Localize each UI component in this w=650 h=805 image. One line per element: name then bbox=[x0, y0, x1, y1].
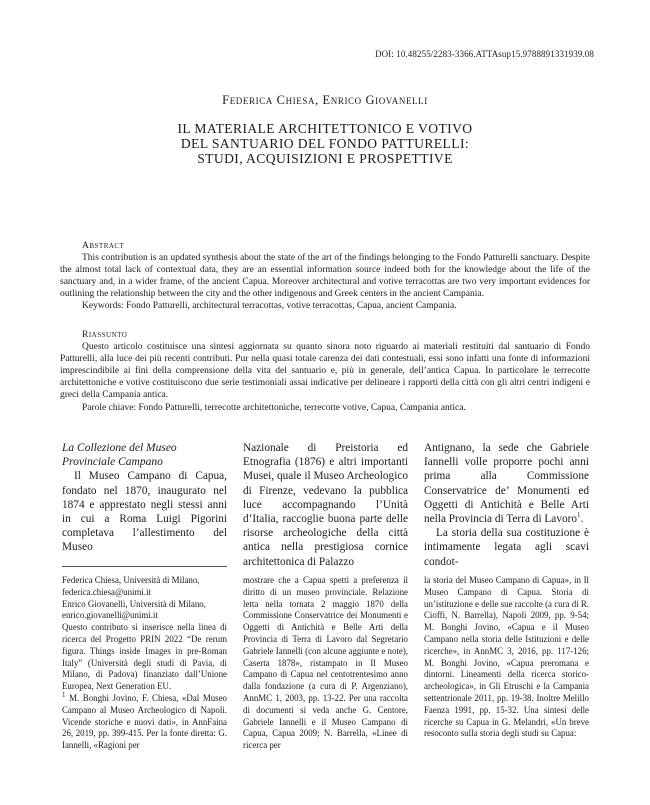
footnote-text: M. Bonghi Jovino, F. Chiesa, «Dal Museo Campano al Museo Archeologico di Napoli. Vicende storiche e nuovi dati», in AnnFaina 26, 2019, pp. 399-415. Per la fonte diretta: G. Iannelli, «Ragioni per bbox=[62, 692, 227, 751]
affiliation-email: federica.chiesa@unimi.it bbox=[62, 586, 151, 597]
footnote-divider bbox=[62, 566, 227, 567]
body-paragraph-text: Antignano, la sede che Gabriele Iannelli volle proporre pochi anni prima alla Commissione Conservatrice de’ Monumenti ed Oggetti di Antichità e Belle Arti nella Provincia di Terra di Lavoro bbox=[424, 442, 589, 526]
section-title: La Collezione del Museo Provinciale Campano bbox=[62, 442, 177, 469]
footnote-text: mostrare che a Capua spetti a preferenza il diritto di un museo provinciale. Relazione letta nella tornata 2 maggio 1870 della Commissione Conservatrice dei Monumenti e Oggetti di Antichità e Belle Arti della Provincia di Terra di Lavoro dal Segretario Gabriele Iannelli (con alcune aggiunte e note), Caserta 1878», ristampato in Il Museo Campano di Capua nel centotrentesimo anno dalla fondazione (a cura di P. Argenziano), AnnMC 1, 2003, pp. 13-22. Per una raccolta di documenti si veda anche G. Centore, Gabriele Iannelli e il Museo Campano di Capua, Capua 2009; N. Barrella, «Linee di ricerca per bbox=[243, 575, 408, 751]
title-line: IL MATERIALE ARCHITETTONICO E VOTIVO bbox=[177, 121, 473, 136]
footnotes-column-3 bbox=[424, 575, 589, 740]
funding-note: Questo contributo si inserisce nella linea di ricerca del Progetto PRIN 2022 “De rerum figura. Things inside Images in pre-Roman Italy” (Università degli studi di Pavia, di Milano, di Padova) finanziato dall’Unione Europea, Next Generation EU. bbox=[62, 622, 227, 692]
body-column-2 bbox=[243, 441, 408, 569]
affiliation-line: Enrico Giovanelli, Università di Milano, bbox=[62, 598, 206, 609]
footnotes-column-2 bbox=[243, 575, 408, 752]
body-column-3 bbox=[424, 441, 589, 569]
doi: DOI: 10.48255/2283-3366.ATTAsup15.9788891331939.08 bbox=[374, 49, 594, 59]
riassunto-heading: Riassunto bbox=[82, 330, 128, 340]
authors: Federica Chiesa, Enrico Giovanelli bbox=[222, 93, 428, 107]
footnotes-column-1 bbox=[62, 575, 227, 752]
footnote-1 bbox=[62, 693, 227, 752]
title-line: STUDI, ACQUISIZIONI E PROSPETTIVE bbox=[197, 151, 453, 167]
title-line: DEL SANTUARIO DEL FONDO PATTURELLI: bbox=[180, 136, 470, 152]
abstract-block bbox=[60, 240, 590, 313]
footnote-text: la storia del Museo Campano di Capua», in Il Museo Campano di Capua. Storia di un’istituzione e delle sue raccolte (a cura di R. Cioffi, N. Barrella), Napoli 2009, pp. 9-54; M. Bonghi Jovino, «Capua e il Museo Campano nella storia delle Istituzioni e delle ricerche», in AnnMC 3, 2016, pp. 117-126; M. Bonghi Jovino, «Capua preromana e dintorni. Lineamenti della ricerca storico-archeologica», in Gli Etruschi e la Campania settentrionale 2011, pp. 19-38. Inoltre Melillo Faenza 1991, pp. 15-32. Una sintesi delle ricerche su Capua in G. Melandri, «Un breve resoconto sulla storia degli studi su Capua: bbox=[424, 575, 589, 739]
riassunto-block bbox=[60, 329, 590, 414]
riassunto-text: Questo articolo costituisce una sintesi aggiornata su quanto sinora noto riguardo ai materiali restituiti dal santuario di Fondo Patturelli, alla luce dei più recenti contributi. Pur nella quasi totale carenza dei dati contestuali, essi sono infatti una fonte di informazioni imprescindibile ai fini della comprensione della vita del santuario e, più in generale, dell’antica Capua. In particolare le terrecotte architettoniche e votive costituiscono due serie testimoniali assai indicative per delineare i rapporti della città con gli altri centri indigeni e greci della Campania antica. bbox=[60, 342, 590, 401]
abstract-keywords: Keywords: Fondo Patturelli, architectural terracottas, votive terracottas, Capua, ancient Campania. bbox=[82, 301, 457, 312]
abstract-text: This contribution is an updated synthesis about the state of the art of the findings belonging to the Fondo Patturelli sanctuary. Despite the almost total lack of contextual data, they are an essential information source indeed both for the knowledge about the life of the sanctuary and, in a wider frame, of the ancient Capua. Moreover architectural and votive terracottas are two very important evidences for outlining the relationship between the city and the other indigenous and Greek centers in the ancient Campania. bbox=[60, 253, 590, 300]
body-paragraph: La storia della sua costituzione è intimamente legata agli scavi condot- bbox=[424, 527, 589, 568]
article-title bbox=[60, 121, 590, 167]
footnote-ref: 1 bbox=[577, 511, 581, 520]
affiliation-email: enrico.giovanelli@unimi.it bbox=[62, 610, 158, 621]
footnote-number: 1 bbox=[62, 691, 66, 699]
body-column-1 bbox=[62, 441, 227, 555]
body-paragraph: Antignano, la sede che Gabriele Iannelli volle proporre pochi anni prima alla Commissione Conservatrice de’ Monumenti ed Oggetti di Antichità e Belle Arti nella Provincia di Terra di Lavoro$^1$. bbox=[424, 442, 589, 526]
affiliation-line: Federica Chiesa, Università di Milano, bbox=[62, 575, 200, 585]
abstract-heading: Abstract bbox=[82, 241, 125, 251]
body-paragraph: Il Museo Campano di Capua, fondato nel 1870, inaugurato nel 1874 e apprestato negli stessi anni in cui a Roma Luigi Pigorini completava l’allestimento del Museo bbox=[62, 470, 227, 554]
body-paragraph: Nazionale di Preistoria ed Etnografia (1876) e altri importanti Musei, quale il Museo Archeologico di Firenze, vedevano la pubblica luce accompagnando l’Unità d’Italia, raccoglie buona parte delle risorse archeologiche della città antica nella prestigiosa cornice architettonica di Palazzo bbox=[243, 442, 408, 568]
riassunto-keywords: Parole chiave: Fondo Patturelli, terrecotte architettoniche, terrecotte votive, Capua, Campania antica. bbox=[82, 402, 466, 413]
